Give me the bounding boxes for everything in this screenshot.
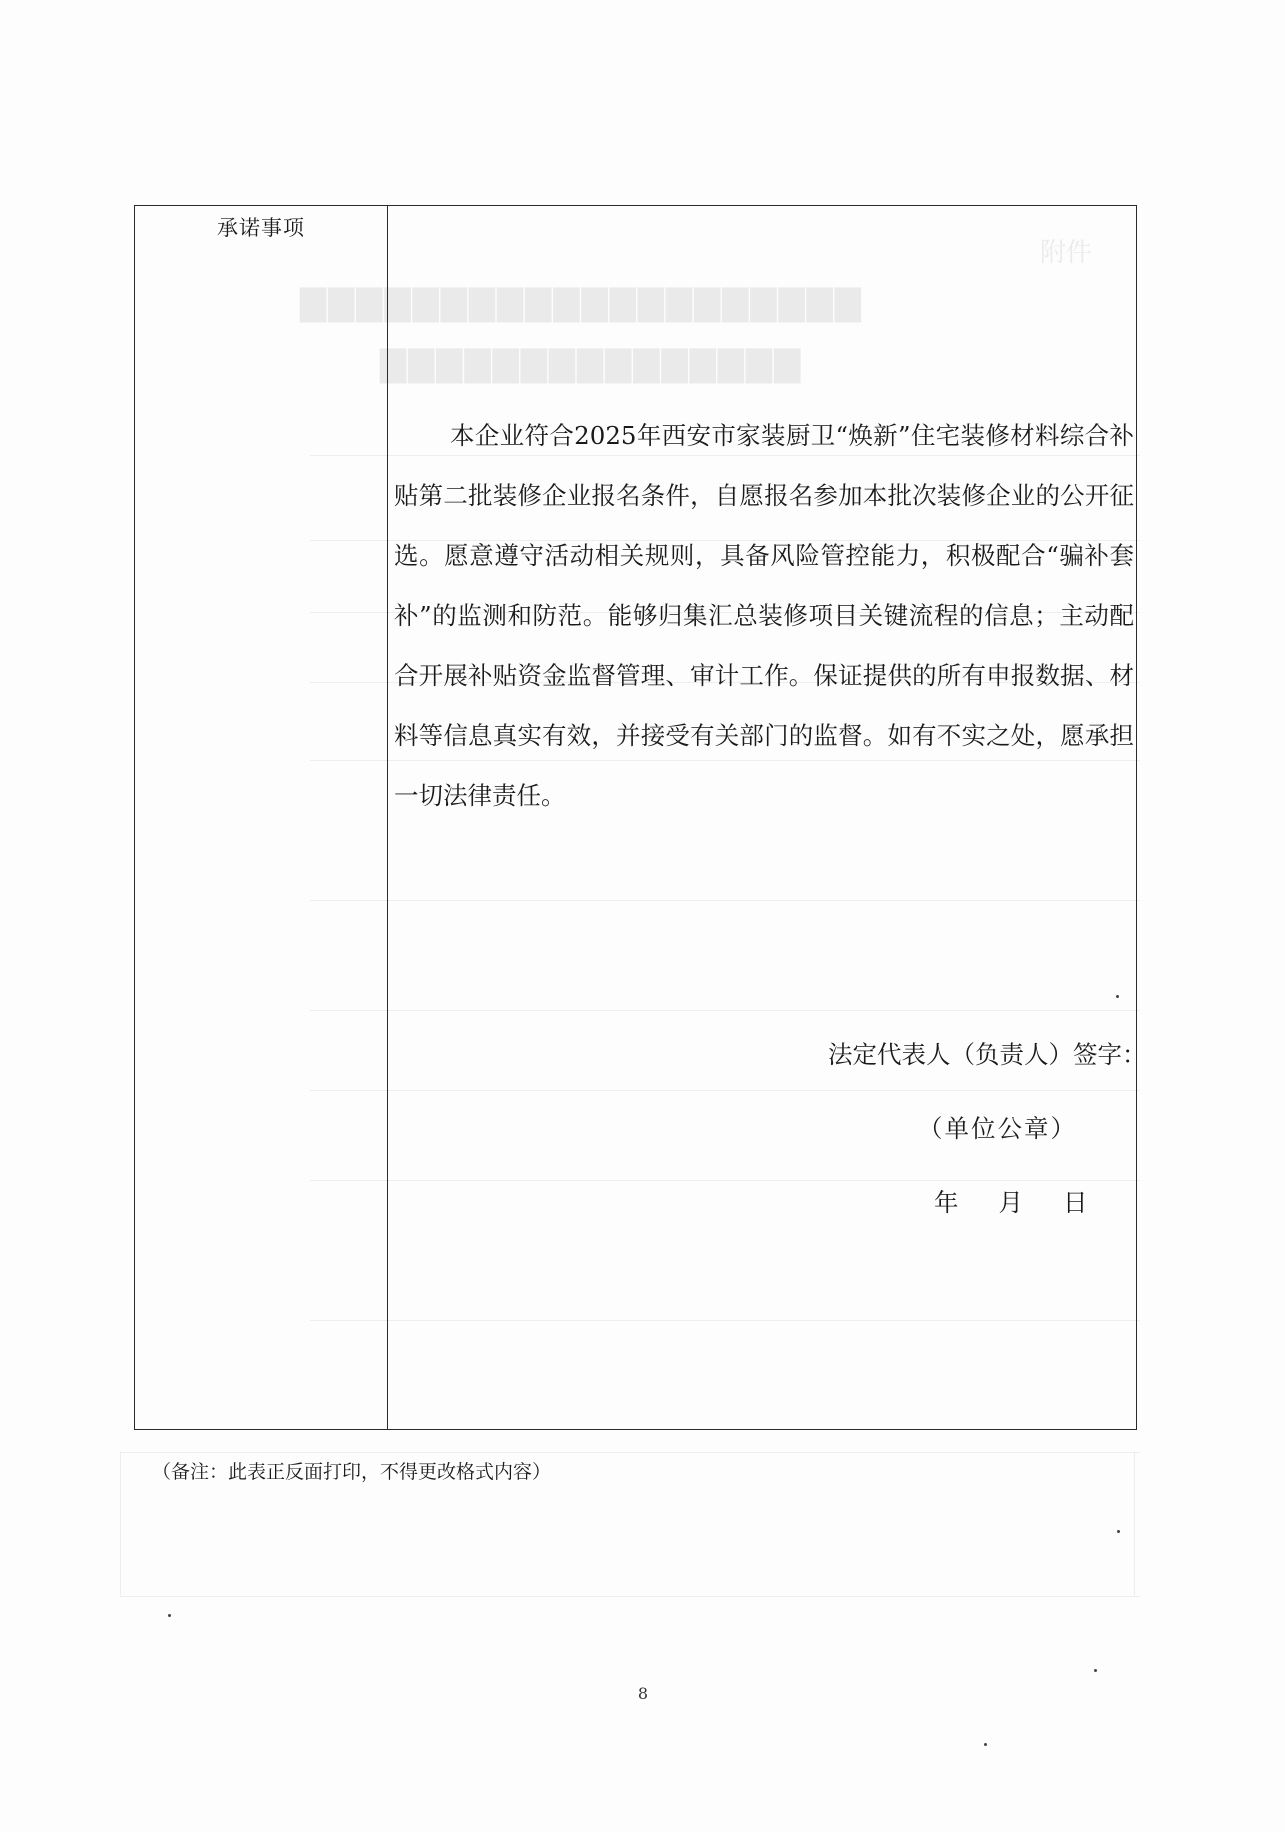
scan-speck (984, 1743, 987, 1746)
scan-speck (1117, 1530, 1120, 1533)
pledge-label-cell (135, 206, 388, 1430)
footer-note: （备注：此表正反面打印，不得更改格式内容） (152, 1461, 552, 1483)
date-day-label: 日 (1063, 1188, 1088, 1217)
bleed-through-rule (1134, 1452, 1135, 1596)
pledge-text: 本企业符合2025年西安市家装厨卫“焕新”住宅装修材料综合补贴第二批装修企业报名条件，自愿报名参加本批次装修企业的公开征选。愿意遵守活动相关规则，具备风险管控能力，积极配合“骗补套补”的监测和防范。能够归集汇总装修项目关键流程的信息；主动配合开展补贴资金监督管理、审计工作。保证提供的所有申报数据、材料等信息真实有效，并接受有关部门的监督。如有不实之处，愿承担一切法律责任。 (394, 421, 1134, 810)
bleed-through-rule (120, 1452, 121, 1596)
pledge-row (135, 206, 1137, 1430)
bleed-through-subtitle: ▇▇▇▇▇▇▇▇▇▇▇▇▇▇▇ (380, 344, 803, 384)
pledge-row-label: 承诺事项 (217, 216, 305, 240)
bleed-through-title: ▇▇▇▇▇▇▇▇▇▇▇▇▇▇▇▇▇▇▇▇ (300, 283, 863, 323)
date-year-label: 年 (934, 1188, 959, 1217)
date-line (934, 1184, 1088, 1219)
scan-speck (1094, 1669, 1097, 1672)
date-month-label: 月 (998, 1188, 1023, 1217)
bleed-through-heading: 附件 (1040, 238, 1093, 268)
seal-label: （单位公章） (918, 1114, 1077, 1143)
scan-speck (168, 1614, 171, 1617)
bleed-through-rule (120, 1596, 1140, 1597)
signature-label: 法定代表人（负责人）签字： (828, 1040, 1147, 1069)
bleed-through-rule (120, 1452, 1140, 1453)
pledge-content-cell (388, 206, 1147, 1430)
page-number: 8 (637, 1684, 649, 1703)
pledge-form-table (134, 205, 1147, 1430)
